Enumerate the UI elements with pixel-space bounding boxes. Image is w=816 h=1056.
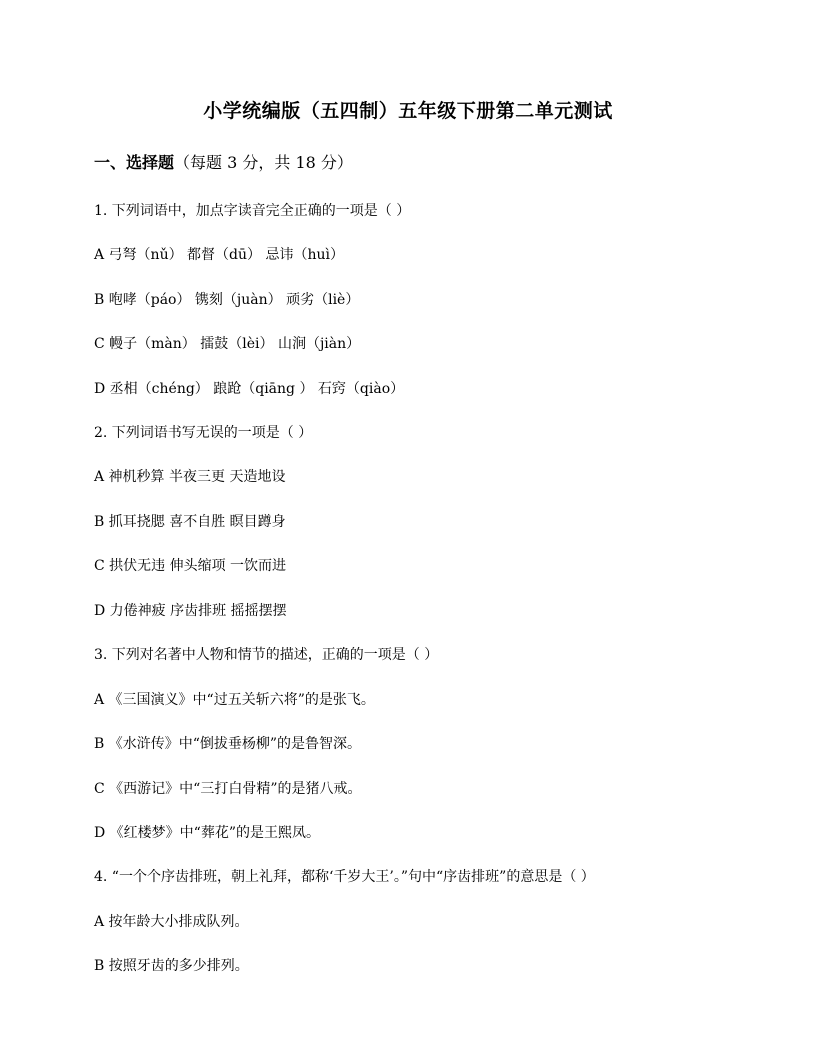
section-heading — [94, 150, 353, 173]
section-score-note: （每题 3 分，共 18 分） — [174, 153, 353, 172]
question-1-option-a: A 弓弩（nǔ） 都督（dū） 忌讳（huì） — [94, 247, 344, 263]
question-3-option-a: A 《三国演义》中“过五关斩六将”的是张飞。 — [94, 692, 375, 708]
question-4-stem: 4. “一个个序齿排班，朝上礼拜，都称‘千岁大王’。”句中“序齿排班”的意思是（ ） — [94, 869, 595, 885]
question-3-stem: 3. 下列对名著中人物和情节的描述，正确的一项是（ ） — [94, 647, 439, 663]
question-1-option-b: B 咆哮（páo） 镌刻（juàn） 顽劣（liè） — [94, 292, 360, 308]
question-2-option-a: A 神机秒算 半夜三更 天造地设 — [94, 469, 286, 485]
question-2-option-c: C 拱伏无违 伸头缩项 一饮而进 — [94, 558, 287, 574]
question-1-option-d: D 丞相（chéng） 踉跄（qiāng ） 石窍（qiào） — [94, 381, 405, 397]
question-4-option-b: B 按照牙齿的多少排列。 — [94, 958, 249, 974]
question-2-stem: 2. 下列词语书写无误的一项是（ ） — [94, 425, 313, 441]
page-title: 小学统编版（五四制）五年级下册第二单元测试 — [203, 100, 613, 122]
question-2-option-d: D 力倦神疲 序齿排班 摇摇摆摆 — [94, 603, 287, 619]
question-1-stem: 1. 下列词语中，加点字读音完全正确的一项是（ ） — [94, 203, 411, 219]
question-3-option-c: C 《西游记》中“三打白骨精”的是猪八戒。 — [94, 781, 362, 797]
question-1-option-c: C 幔子（màn） 擂鼓（lèi） 山涧（jiàn） — [94, 336, 361, 352]
section-heading-label: 一、选择题 — [94, 153, 175, 172]
question-4-option-a: A 按年龄大小排成队列。 — [94, 914, 249, 930]
question-3-option-b: B 《水浒传》中“倒拔垂杨柳”的是鲁智深。 — [94, 736, 362, 752]
question-2-option-b: B 抓耳挠腮 喜不自胜 瞑目蹲身 — [94, 514, 286, 530]
question-3-option-d: D 《红楼梦》中“葬花”的是王熙凤。 — [94, 825, 320, 841]
